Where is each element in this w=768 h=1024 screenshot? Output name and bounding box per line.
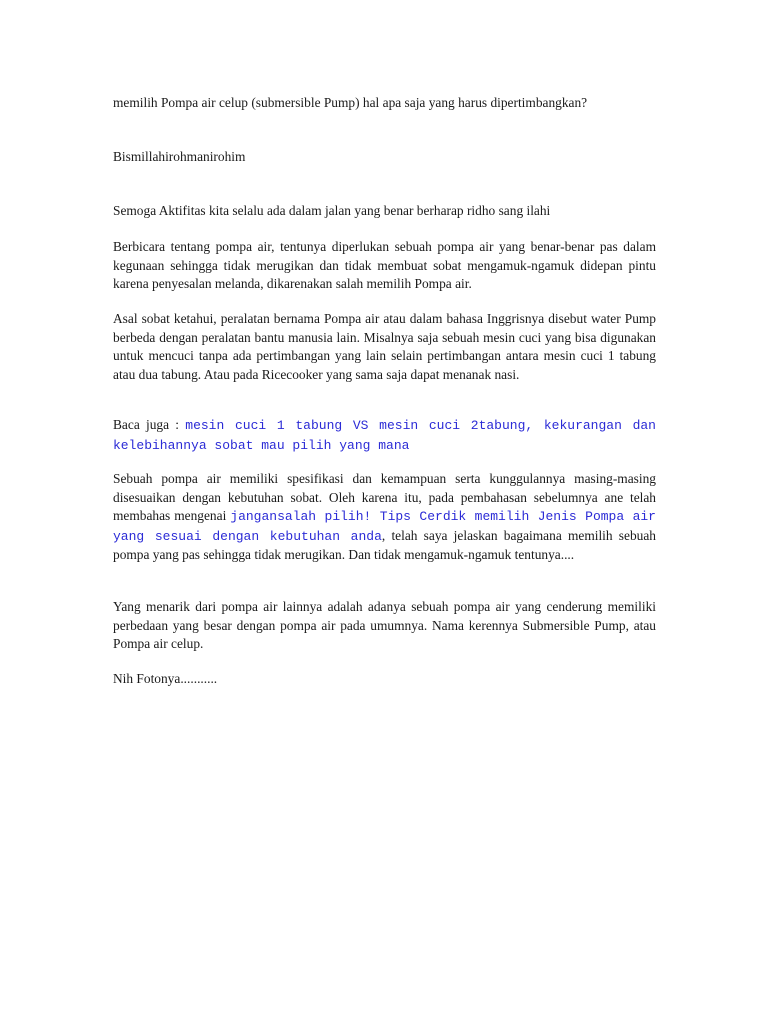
paragraph-spesifikasi bbox=[113, 470, 656, 565]
paragraph-submersible: Yang menarik dari pompa air lainnya adalah adanya sebuah pompa air yang cenderung memiliki perbedaan yang besar dengan pompa air pada umumnya. Nama kerennya Submersible Pump, atau Pompa air celup. bbox=[113, 599, 656, 651]
paragraph-intro: Semoga Aktifitas kita selalu ada dalam jalan yang benar berharap ridho sang ilahi bbox=[113, 203, 551, 218]
document-title: memilih Pompa air celup (submersible Pump) hal apa saja yang harus dipertimbangkan? bbox=[113, 95, 588, 110]
tips-cerdik-link[interactable]: Tips Cerdik memilih Jenis Pompa air yang sesuai dengan kebutuhan anda bbox=[113, 509, 656, 544]
paragraph-pompa-air: Berbicara tentang pompa air, tentunya diperlukan sebuah pompa air yang benar-benar pas dalam kegunaan sehingga tidak merugikan dan tidak membuat sobat mengamuk-ngamuk didepan pintu karena penyesalan melanda, dikarenakan salah memilih Pompa air. bbox=[113, 239, 656, 291]
paragraph-baca-juga bbox=[113, 416, 656, 455]
paragraph-water-pump: Asal sobat ketahui, peralatan bernama Pompa air atau dalam bahasa Inggrisnya disebut water Pump berbeda dengan peralatan bantu manusia lain. Misalnya saja sebuah mesin cuci yang bisa digunakan untuk mencuci tanpa ada pertimbangan yang lain selain pertimbangan antara mesin cuci 1 tabung atau dua tabung. Atau pada Ricecooker yang sama saja dapat menanak nasi. bbox=[113, 311, 656, 382]
para5-after-text: , telah saya jelaskan bagaimana memilih sebuah pompa yang pas sehingga tidak merugikan. Dan tidak mengamuk-ngamuk tentunya.... bbox=[113, 527, 656, 562]
para5-before-text: Sebuah pompa air memiliki spesifikasi dan kemampuan serta kunggulannya masing-masing disesuaikan dengan kebutuhan sobat. Oleh karena itu, pada pembahasan sebelumnya ane telah membahas mengenai bbox=[113, 471, 656, 523]
baca-juga-separator: : bbox=[169, 417, 186, 432]
paragraph-foto bbox=[113, 670, 656, 689]
foto-dots: ........... bbox=[180, 671, 218, 686]
foto-text: Nih Fotonya bbox=[113, 671, 181, 686]
baca-juga-label: Baca juga bbox=[113, 417, 170, 432]
greeting: Bismillahirohmanirohim bbox=[113, 149, 246, 164]
baca-juga-link[interactable]: mesin cuci 1 tabung VS mesin cuci 2tabung, kekurangan dan kelebihannya sobat mau pilih yang mana bbox=[113, 418, 656, 453]
jangan-salah-pilih-link[interactable]: jangansalah pilih! bbox=[230, 509, 372, 524]
